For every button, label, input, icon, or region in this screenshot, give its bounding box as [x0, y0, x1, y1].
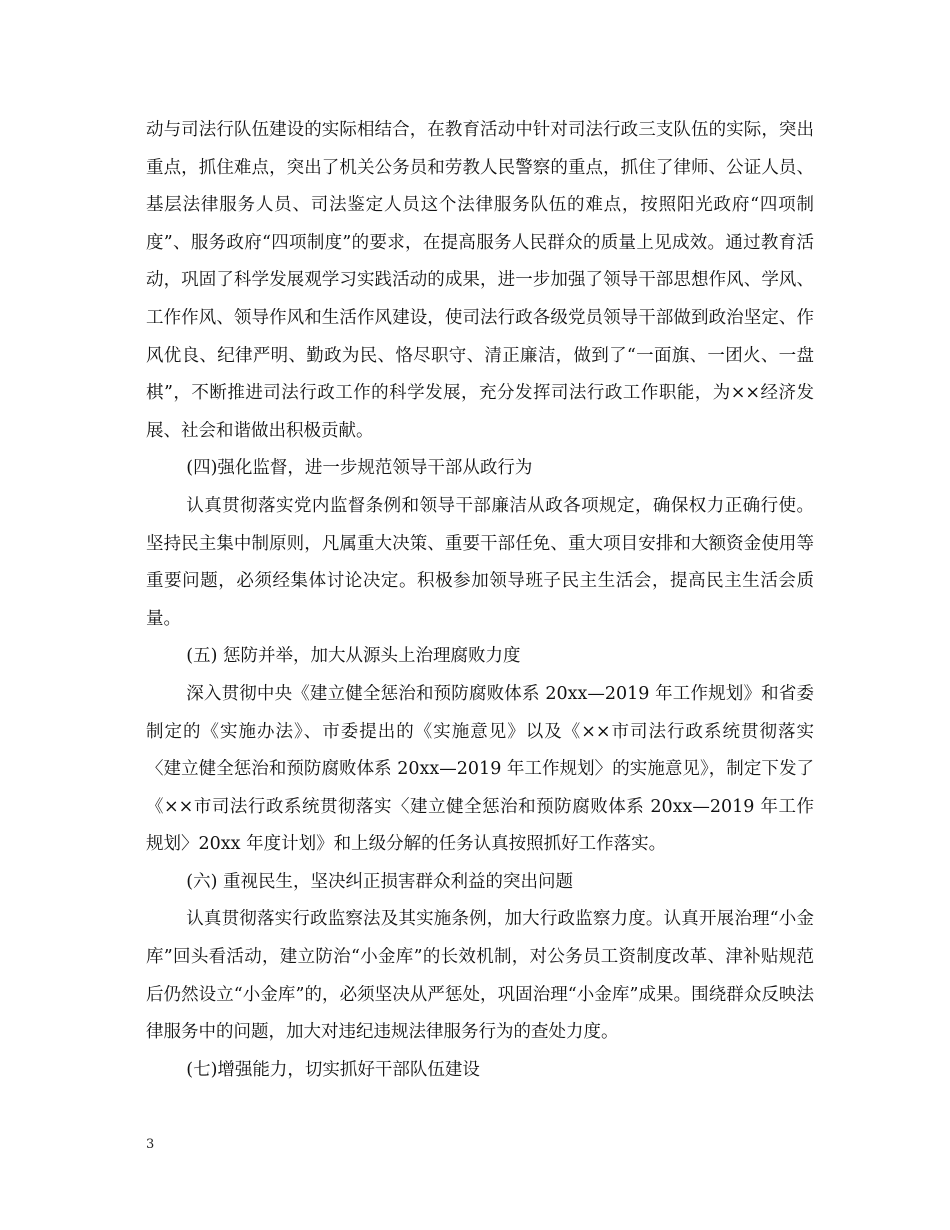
page-number: 3 [146, 1137, 155, 1152]
paragraph-anti-corruption: 深入贯彻中央《建立健全惩治和预防腐败体系 20xx—2019 年工作规划》和省委制定的《实施办法》、市委提出的《实施意见》以及《××市司法行政系统贯彻落实〈建立健全惩治和预防腐败体系 20xx—2019 年工作规划〉的实施意见》，制定下发了《××市司法行政系统贯彻落实〈建立健全惩治和预防腐败体系 20xx—2019 年工作规划〉20xx 年度计划》和上级分解的任务认真按照抓好工作落实。 [146, 683, 814, 855]
section-heading-four: (四)强化监督，进一步规范领导干部从政行为 [186, 458, 533, 479]
paragraph-intro-continuation: 动与司法行队伍建设的实际相结合，在教育活动中针对司法行政三支队伍的实际，突出重点，抓住难点，突出了机关公务员和劳教人民警察的重点，抓住了律师、公证人员、基层法律服务人员、司法鉴定人员这个法律服务队伍的难点，按照阳光政府“四项制度”、服务政府“四项制度”的要求，在提高服务人民群众的质量上见成效。通过教育活动，巩固了科学发展观学习实践活动的成果，进一步加强了领导干部思想作风、学风、工作作风、领导作风和生活作风建设，使司法行政各级党员领导干部做到政治坚定、作风优良、纪律严明、勤政为民、恪尽职守、清正廉洁，做到了“一面旗、一团火、一盘棋”，不断推进司法行政工作的科学发展，充分发挥司法行政工作职能，为××经济发展、社会和谐做出积极贡献。 [146, 120, 814, 441]
section-heading-seven: (七)增强能力，切实抓好干部队伍建设 [186, 1059, 480, 1080]
document-body [146, 112, 814, 1089]
paragraph-public-interest: 认真贯彻落实行政监察法及其实施条例，加大行政监察力度。认真开展治理“小金库”回头看活动，建立防治“小金库”的长效机制，对公务员工资制度改革、津补贴规范后仍然设立“小金库”的，必须坚决从严惩处，巩固治理“小金库”成果。围绕群众反映法律服务中的问题，加大对违纪违规法律服务行为的查处力度。 [146, 909, 814, 1043]
paragraph-supervision: 认真贯彻落实党内监督条例和领导干部廉洁从政各项规定，确保权力正确行使。坚持民主集中制原则，凡属重大决策、重要干部任免、重大项目安排和大额资金使用等重要问题，必须经集体讨论决定。积极参加领导班子民主生活会，提高民主生活会质量。 [146, 495, 814, 629]
section-heading-six: (六) 重视民生，坚决纠正损害群众利益的突出问题 [186, 871, 573, 892]
section-heading-five: (五) 惩防并举，加大从源头上治理腐败力度 [186, 646, 521, 667]
